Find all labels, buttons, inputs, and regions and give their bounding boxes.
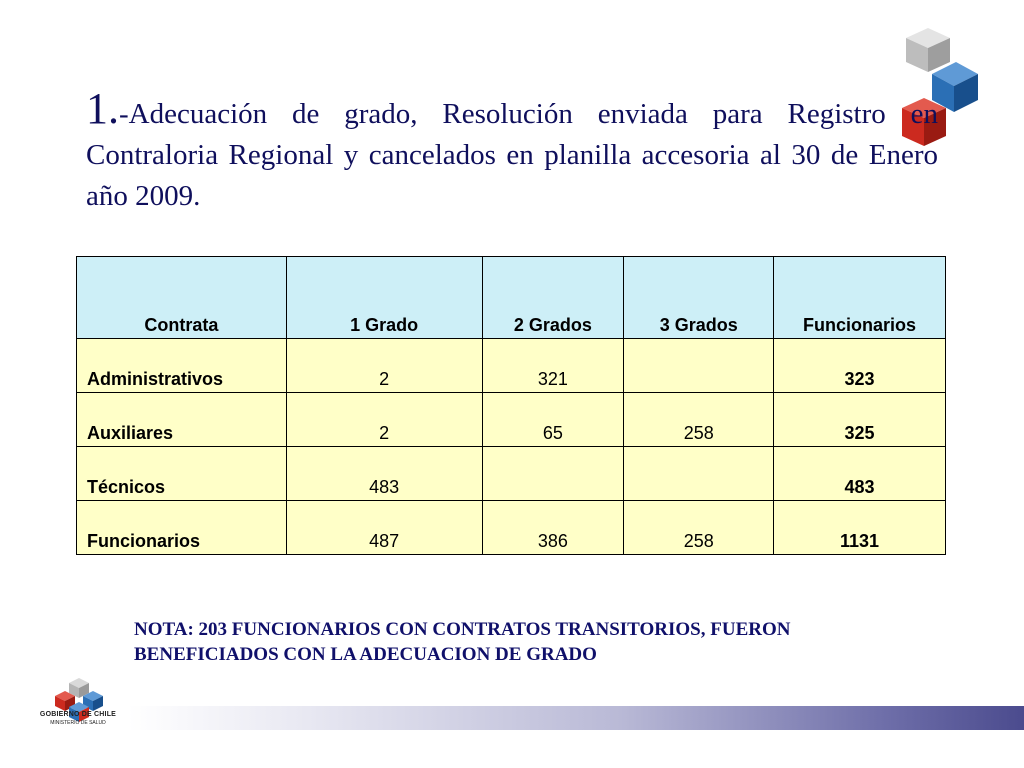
title-text: -Adecuación de grado, Resolución enviada para Registro en Contraloria Regional y cancelados en planilla accesoria al 30 de Enero año 2009. (86, 98, 938, 212)
row-label: Funcionarios (77, 501, 287, 555)
header-1-grado: 1 Grado (286, 257, 482, 339)
nota-line-2: BENEFICIADOS CON LA ADECUACION DE GRADO (134, 644, 597, 665)
cell-3-grados (624, 339, 774, 393)
grey-cube-icon (906, 28, 950, 72)
cell-total: 323 (774, 339, 946, 393)
ministry-logo-icon (34, 660, 124, 740)
row-label: Auxiliares (77, 393, 287, 447)
cell-2-grados (482, 447, 624, 501)
cell-total: 325 (774, 393, 946, 447)
cell-1-grado: 487 (286, 501, 482, 555)
cell-2-grados: 386 (482, 501, 624, 555)
blue-cube-icon (932, 62, 978, 112)
header-contrata: Contrata (77, 257, 287, 339)
row-label: Técnicos (77, 447, 287, 501)
cell-2-grados: 65 (482, 393, 624, 447)
header-3-grados: 3 Grados (624, 257, 774, 339)
cell-2-grados: 321 (482, 339, 624, 393)
slide-title (86, 84, 938, 217)
cell-1-grado: 2 (286, 393, 482, 447)
table-row (77, 339, 946, 393)
nota-line-1: NOTA: 203 FUNCIONARIOS CON CONTRATOS TRANSITORIOS, FUERON (134, 619, 791, 640)
logo-line-2: MINISTERIO DE SALUD (50, 720, 106, 726)
header-2-grados: 2 Grados (482, 257, 624, 339)
table-row (77, 393, 946, 447)
logo-line-1: GOBIERNO DE CHILE (39, 711, 117, 718)
cell-total: 1131 (774, 501, 946, 555)
table-row (77, 501, 946, 555)
cell-3-grados: 258 (624, 393, 774, 447)
row-label: Administrativos (77, 339, 287, 393)
table-row (77, 447, 946, 501)
cell-3-grados (624, 447, 774, 501)
table-header-row (77, 257, 946, 339)
grades-table (76, 256, 946, 555)
cell-1-grado: 2 (286, 339, 482, 393)
header-funcionarios: Funcionarios (774, 257, 946, 339)
footer-gradient-bar (128, 706, 1024, 730)
title-number: 1. (86, 84, 119, 133)
nota-text (134, 617, 954, 667)
cell-1-grado: 483 (286, 447, 482, 501)
cell-3-grados: 258 (624, 501, 774, 555)
cell-total: 483 (774, 447, 946, 501)
